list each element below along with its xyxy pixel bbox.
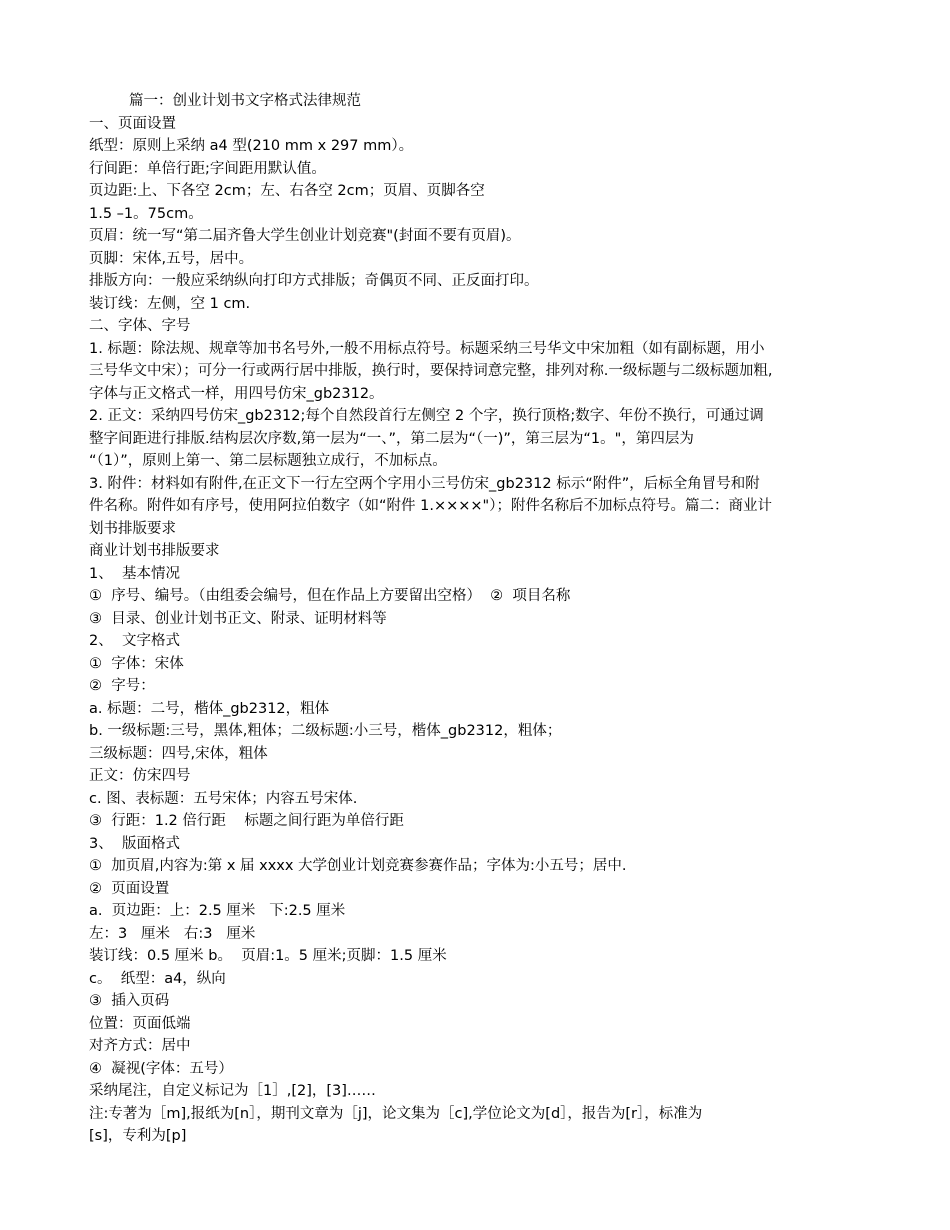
text-line: 整字间距进行排版.结构层次序数,第一层为“一、”，第二层为“（一)”，第三层为“1。"，第四层为 (89, 430, 694, 447)
text-line: ① 序号、编号。（由组委会编号，但在作品上方要留出空格） ② 项目名称 (89, 588, 571, 604)
text-line: 2、 文字格式 (89, 633, 180, 649)
document-title: 篇一：创业计划书文字格式法律规范 (129, 93, 361, 109)
text-line: 件名称。附件如有序号，使用阿拉伯数字（如“附件 1.××××"）；附件名称后不加标点符号。篇二：商业计 (89, 498, 772, 514)
text-line: 一、页面设置 (89, 115, 176, 132)
text-line: 行间距：单倍行距;字间距用默认值。 (89, 160, 326, 177)
text-line: ① 字体：宋体 (89, 655, 184, 672)
text-line: 装订线：左侧，空 1 cm. (89, 295, 251, 312)
text-line: 三号华文中宋）；可分一行或两行居中排版，换行时，要保持词意完整，排列对称.一级标题与二级标题加粗, (89, 363, 773, 379)
text-line: 1、 基本情况 (89, 565, 180, 582)
text-line: 2. 正文：采纳四号仿宋_gb2312;每个自然段首行左侧空 2 个字，换行顶格;数字、年份不换行，可通过调 (89, 408, 764, 424)
text-line: 排版方向：一般应采纳纵向打印方式排版；奇偶页不同、正反面打印。 (89, 273, 539, 289)
text-line: c。 纸型：a4，纵向 (89, 970, 226, 987)
text-line: 页脚：宋体,五号，居中。 (89, 250, 254, 267)
text-line: 二、字体、字号 (89, 318, 191, 334)
text-line: 左：3 厘米 右:3 厘米 (89, 925, 256, 942)
text-line: c. 图、表标题：五号宋体；内容五号宋体. (89, 790, 358, 807)
text-line: ② 字号： (89, 678, 155, 694)
text-line: a. 标题：二号，楷体_gb2312，粗体 (89, 700, 330, 717)
text-line: 商业计划书排版要求 (89, 543, 220, 559)
text-line: 页边距:上、下各空 2cm；左、右各空 2cm；页眉、页脚各空 (89, 183, 485, 199)
text-line: 划书排版要求 (89, 520, 176, 537)
text-line: [s]，专利为[p] (89, 1128, 187, 1144)
text-line: 正文：仿宋四号 (89, 768, 191, 784)
text-line: 3、 版面格式 (89, 835, 180, 852)
text-line: b. 一级标题:三号，黑体,粗体；二级标题:小三号，楷体_gb2312，粗体； (89, 723, 562, 739)
text-line: 页眉：统一写“第二届齐鲁大学生创业计划竞赛"(封面不要有页眉)。 (89, 228, 521, 244)
text-line: “（1）”，原则上第一、第二层标题独立成行，不加标点。 (89, 453, 447, 469)
text-line: ① 加页眉,内容为:第 x 届 xxxx 大学创业计划竞赛参赛作品；字体为:小五号；居中. (89, 858, 627, 874)
text-line: 装订线：0.5 厘米 b。 页眉:1。5 厘米;页脚：1.5 厘米 (89, 948, 447, 964)
text-line: 3. 附件：材料如有附件,在正文下一行左空两个字用小三号仿宋_gb2312 标示“附件”，后标全角冒号和附 (89, 475, 760, 492)
text-line: ③ 目录、创业计划书正文、附录、证明材料等 (89, 610, 387, 627)
text-line: 三级标题：四号,宋体，粗体 (89, 745, 268, 762)
text-line: 纸型：原则上采纳 a4 型(210 mm x 297 mm）。 (89, 138, 414, 154)
text-line: a. 页边距：上：2.5 厘米 下:2.5 厘米 (89, 903, 346, 919)
text-line: 1. 标题：除法规、规章等加书名号外,一般不用标点符号。标题采纳三号华文中宋加粗（如有副标题，用小 (89, 340, 765, 357)
text-line: 对齐方式：居中 (89, 1038, 191, 1054)
text-line: 采纳尾注，自定义标记为［1］,[2]，[3]…… (89, 1083, 376, 1099)
text-line: ② 页面设置 (89, 880, 170, 897)
text-line: 注:专著为［m],报纸为[n］，期刊文章为［j]，论文集为［c],学位论文为[d］，报告为[r］，标准为 (89, 1105, 703, 1122)
text-line: ④ 凝视(字体：五号） (89, 1060, 233, 1077)
text-line: 字体与正文格式一样，用四号仿宋_gb2312。 (89, 385, 384, 402)
text-line: 位置：页面低端 (89, 1015, 191, 1032)
document-page (89, 90, 869, 1148)
text-line: ③ 插入页码 (89, 993, 170, 1009)
text-line: ③ 行距：1.2 倍行距 标题之间行距为单倍行距 (89, 813, 404, 829)
text-line: 1.5 –1。75cm。 (89, 205, 203, 222)
